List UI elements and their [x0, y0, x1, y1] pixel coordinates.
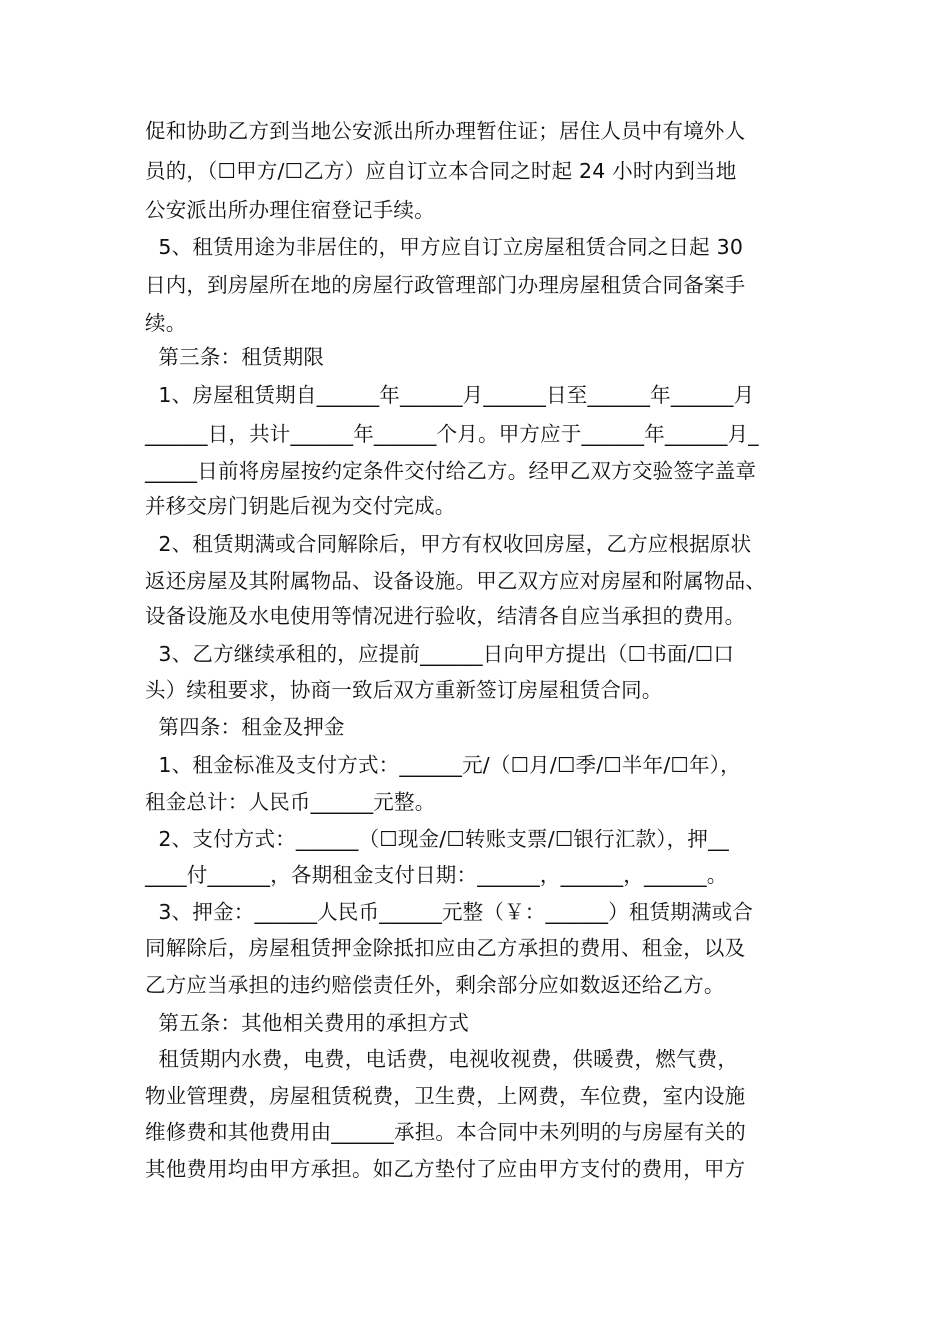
section-heading: 第三条：租赁期限 [145, 345, 325, 369]
section-heading: 第四条：租金及押金 [145, 715, 345, 739]
text-line: 1、房屋租赁期自______年______月______日至______年______月 [145, 383, 755, 407]
text-line: 续。 [145, 311, 187, 335]
text-line: 设备设施及水电使用等情况进行验收，结清各自应当承担的费用。 [145, 604, 746, 628]
text-line: 5、租赁用途为非居住的，甲方应自订立房屋租赁合同之日起 30 [145, 235, 744, 259]
text-line: 2、支付方式：______（☐现金/☐转账支票/☐银行汇款），押__ [145, 827, 729, 851]
text-line: 促和协助乙方到当地公安派出所办理暂住证；居住人员中有境外人 [145, 119, 746, 143]
text-line: ______日，共计______年______个月。甲方应于______年______月_ [145, 422, 759, 446]
text-line: 公安派出所办理住宿登记手续。 [145, 198, 435, 222]
text-line: 3、乙方继续承租的，应提前______日向甲方提出（☐书面/☐口 [145, 642, 735, 666]
text-line: 日内，到房屋所在地的房屋行政管理部门办理房屋租赁合同备案手 [145, 273, 746, 297]
text-line: 物业管理费，房屋租赁税费，卫生费，上网费，车位费，室内设施 [145, 1084, 746, 1108]
text-line: 租金总计：人民币______元整。 [145, 790, 436, 814]
section-heading: 第五条：其他相关费用的承担方式 [145, 1011, 469, 1035]
text-line: 员的，（☐甲方/☐乙方）应自订立本合同之时起 24 小时内到当地 [145, 159, 737, 183]
text-line: 租赁期内水费，电费，电话费，电视收视费，供暖费，燃气费， [145, 1047, 739, 1071]
text-line: 2、租赁期满或合同解除后，甲方有权收回房屋，乙方应根据原状 [145, 532, 752, 556]
text-line: 并移交房门钥匙后视为交付完成。 [145, 494, 456, 518]
text-line: 乙方应当承担的违约赔偿责任外，剩余部分应如数返还给乙方。 [145, 973, 725, 997]
text-line: 3、押金：______人民币______元整（￥：______）租赁期满或合 [145, 900, 754, 924]
text-line: 其他费用均由甲方承担。如乙方垫付了应由甲方支付的费用，甲方 [145, 1157, 746, 1181]
text-line: 维修费和其他费用由______承担。本合同中未列明的与房屋有关的 [145, 1120, 746, 1144]
text-line: 头）续租要求，协商一致后双方重新签订房屋租赁合同。 [145, 678, 663, 702]
text-line: 同解除后，房屋租赁押金除抵扣应由乙方承担的费用、租金，以及 [145, 936, 746, 960]
text-line: _____日前将房屋按约定条件交付给乙方。经甲乙双方交验签字盖章 [145, 459, 757, 483]
text-line: 返还房屋及其附属物品、设备设施。甲乙双方应对房屋和附属物品、 [145, 569, 766, 593]
text-line: 1、租金标准及支付方式：______元/（☐月/☐季/☐半年/☐年）， [145, 753, 741, 777]
text-line: ____付______，各期租金支付日期：______，______，______。 [145, 863, 728, 887]
